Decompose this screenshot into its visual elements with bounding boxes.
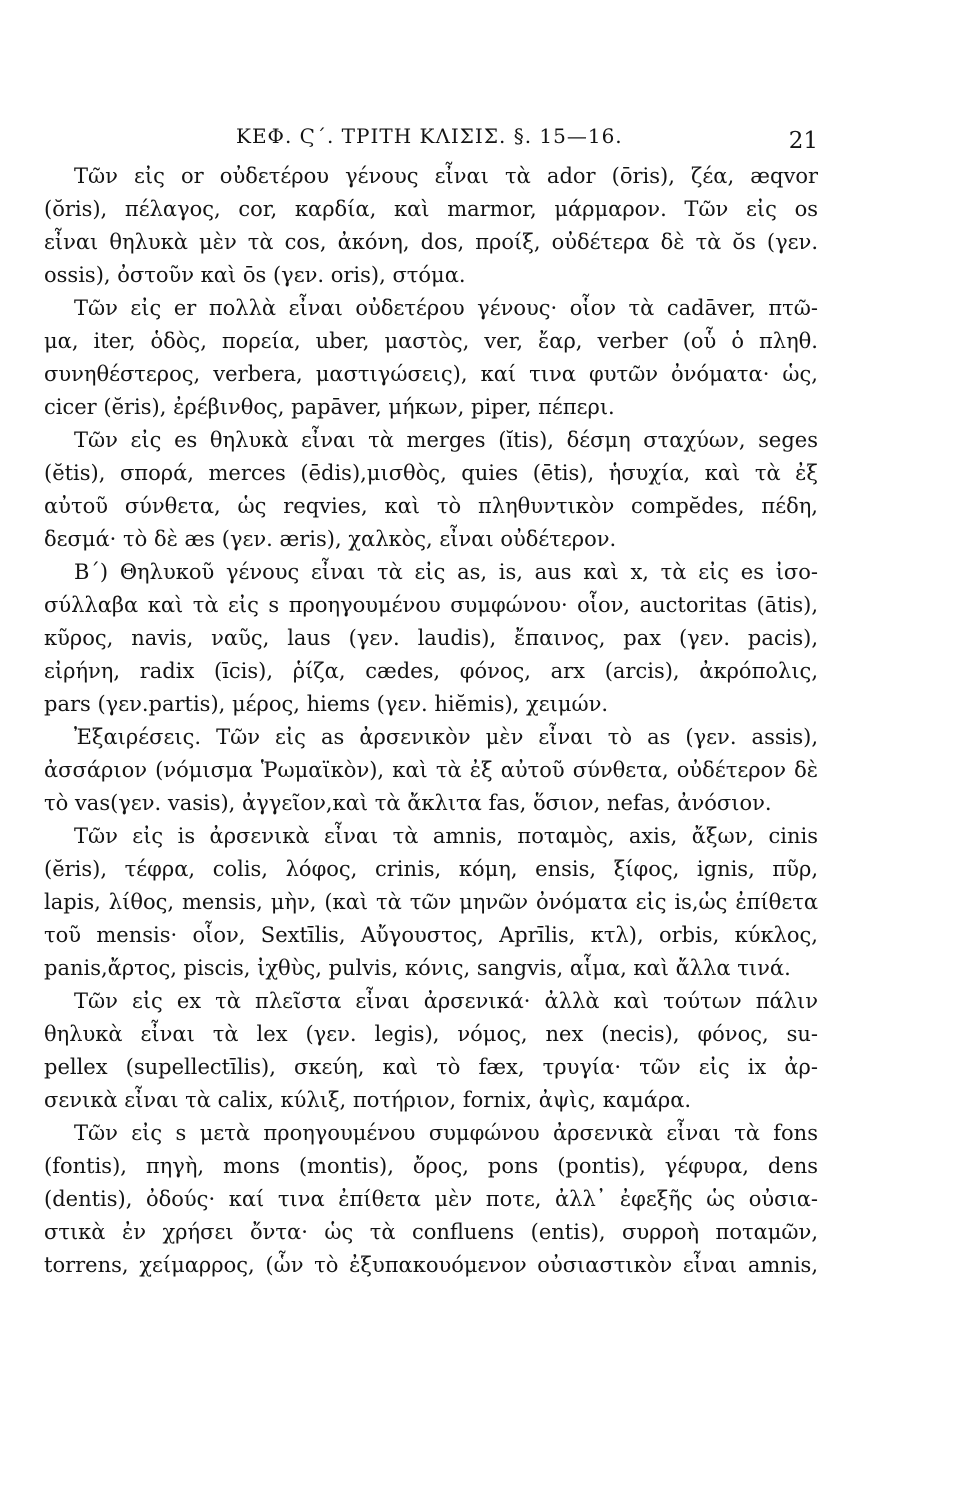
text-line: τοῦ mensis· οἷον, Sextīlis, Αὔγουστος, Aprīlis, κτλ), orbis, κύκλος,	[44, 923, 818, 947]
text-line: σενικὰ εἶναι τὰ calix, κύλιξ, ποτήριον, fornix, ἀψὶς, καμάρα.	[44, 1088, 692, 1112]
text-line: μα, iter, ὁδὸς, πορεία, uber, μαστὸς, ver, ἔαρ, verber (οὗ ὁ πληθ.	[44, 329, 818, 353]
text-line: Τῶν εἰς ex τὰ πλεῖστα εἶναι ἀρσενικά· ἀλλὰ καὶ τούτων πάλιν	[74, 989, 818, 1013]
text-line: κῦρος, navis, ναῦς, laus (γεν. laudis), ἔπαινος, pax (γεν. pacis),	[44, 626, 818, 650]
text-line: (fontis), πηγὴ, mons (montis), ὄρος, pons (pontis), γέφυρα, dens	[44, 1154, 818, 1178]
text-line: αὐτοῦ σύνθετα, ὡς reqvies, καὶ τὸ πληθυντικὸν compĕdes, πέδη,	[44, 494, 818, 518]
text-line: ossis), ὀστοῦν καὶ ōs (γεν. oris), στόμα.	[44, 263, 466, 287]
page-header	[236, 124, 818, 156]
text-line: panis,ἄρτος, piscis, ἰχθὺς, pulvis, κόνις, sangvis, αἷμα, καὶ ἄλλα τινά.	[44, 956, 791, 980]
text-line: εἶναι θηλυκὰ μὲν τὰ cos, ἀκόνη, dos, προίξ, οὐδέτερα δὲ τὰ ŏs (γεν.	[44, 230, 818, 254]
text-line: (ŏris), πέλαγος, cor, καρδία, καὶ marmor, μάρμαρον. Τῶν εἰς os	[44, 197, 818, 221]
text-line: συνηθέστερος, verbera, μαστιγώσεις), καί τινα φυτῶν ὀνόματα· ὡς,	[44, 362, 818, 386]
text-line: torrens, χείμαρρος, (ὧν τὸ ἐξυπακουόμενον οὐσιαστικὸν εἶναι amnis,	[44, 1253, 818, 1277]
text-line: Τῶν εἰς es θηλυκὰ εἶναι τὰ merges (ĭtis), δέσμη σταχύων, seges	[74, 428, 818, 452]
text-line: Τῶν εἰς er πολλὰ εἶναι οὐδετέρου γένους· οἷον τὰ cadāver, πτῶ-	[74, 296, 818, 320]
text-line: pellex (supellectīlis), σκεύη, καὶ τὸ fæx, τρυγία· τῶν εἰς ix ἀρ-	[44, 1055, 818, 1079]
text-line: Ἐξαιρέσεις. Τῶν εἰς as ἀρσενικὸν μὲν εἶναι τὸ as (γεν. assis),	[74, 725, 818, 749]
text-line: (ĕtis), σπορά, merces (ēdis),μισθὸς, quies (ētis), ἡσυχία, καὶ τὰ ἐξ	[44, 461, 818, 485]
text-line: σύλλαβα καὶ τὰ εἰς s προηγουμένου συμφώνου· οἷον, auctoritas (ātis),	[44, 593, 818, 617]
running-head: ΚΕΦ. Ϛ΄. ΤΡΙΤΗ ΚΛΙΣΙΣ. §. 15—16.	[236, 124, 623, 148]
body-text	[44, 160, 818, 1282]
text-line: (dentis), ὀδούς· καί τινα ἐπίθετα μὲν ποτε, ἀλλ᾽ ἐφεξῆς ὡς οὐσια-	[44, 1187, 818, 1211]
text-line: ἀσσάριον (νόμισμα Ῥωμαϊκὸν), καὶ τὰ ἐξ αὐτοῦ σύνθετα, οὐδέτερον δὲ	[44, 758, 818, 782]
page-number: 21	[788, 128, 818, 154]
text-line: δεσμά· τὸ δὲ æs (γεν. æris), χαλκὸς, εἶναι οὐδέτερον.	[44, 527, 617, 551]
text-line: θηλυκὰ εἶναι τὰ lex (γεν. legis), νόμος, nex (necis), φόνος, su-	[44, 1022, 818, 1046]
text-line: εἰρήνη, radix (īcis), ῥίζα, cædes, φόνος, arx (arcis), ἀκρόπολις,	[44, 659, 818, 683]
text-line: Β΄) Θηλυκοῦ γένους εἶναι τὰ εἰς as, is, aus καὶ x, τὰ εἰς es ἰσο-	[74, 560, 818, 584]
text-line: pars (γεν.partis), μέρος, hiems (γεν. hiĕmis), χειμών.	[44, 692, 609, 716]
text-line: Τῶν εἰς is ἀρσενικὰ εἶναι τὰ amnis, ποταμὸς, axis, ἄξων, cinis	[74, 824, 818, 848]
text-line: (ĕris), τέφρα, colis, λόφος, crinis, κόμη, ensis, ξίφος, ignis, πῦρ,	[44, 857, 818, 881]
text-line: lapis, λίθος, mensis, μὴν, (καὶ τὰ τῶν μηνῶν ὀνόματα εἰς is,ὡς ἐπίθετα	[44, 890, 818, 914]
text-line: Τῶν εἰς s μετὰ προηγουμένου συμφώνου ἀρσενικὰ εἶναι τὰ fons	[74, 1121, 818, 1145]
text-line: cicer (ĕris), ἐρέβινθος, papāver, μήκων, piper, πέπερι.	[44, 395, 615, 419]
text-line: Τῶν εἰς or οὐδετέρου γένους εἶναι τὰ ador (ōris), ζέα, æqvor	[74, 164, 818, 188]
text-line: στικὰ ἐν χρήσει ὄντα· ὡς τὰ confluens (entis), συρροὴ ποταμῶν,	[44, 1220, 818, 1244]
text-line: τὸ vas(γεν. vasis), ἀγγεῖον,καὶ τὰ ἄκλιτα fas, ὅσιον, nefas, ἀνόσιον.	[44, 791, 772, 815]
